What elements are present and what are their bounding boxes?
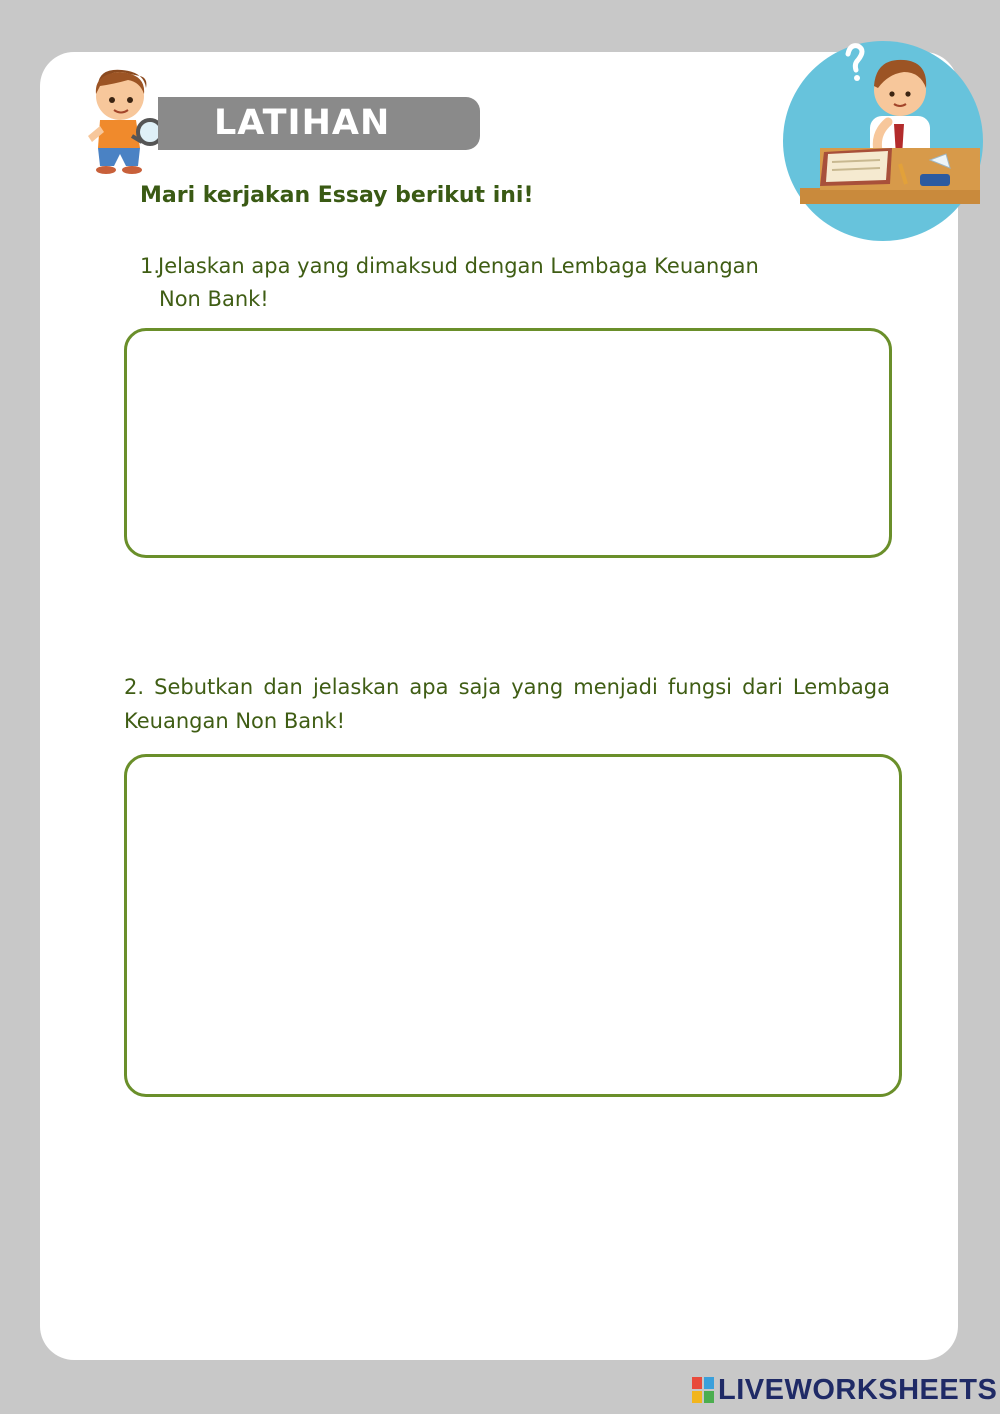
question-2: 2. Sebutkan dan jelaskan apa saja yang menjadi fungsi dari Lembaga Keuangan Non Bank! <box>124 675 890 733</box>
thinking-student-illustration <box>780 38 986 244</box>
instruction-heading: Mari kerjakan Essay berikut ini! <box>140 183 534 208</box>
question-1 <box>140 250 850 316</box>
answer-box-1[interactable] <box>124 328 892 558</box>
boy-magnifier-illustration <box>70 66 170 178</box>
question-1-number: 1. <box>140 254 161 278</box>
brand-logo-icon <box>692 1377 714 1403</box>
liveworksheets-brand <box>692 1372 997 1408</box>
brand-name: LIVEWORKSHEETS <box>718 1373 998 1406</box>
section-title: LATIHAN <box>158 97 480 150</box>
question-1-text-line1: Jelaskan apa yang dimaksud dengan Lembaga Keuangan <box>158 254 759 278</box>
question-1-text-line2: Non Bank! <box>159 287 269 311</box>
answer-box-2[interactable] <box>124 754 902 1097</box>
